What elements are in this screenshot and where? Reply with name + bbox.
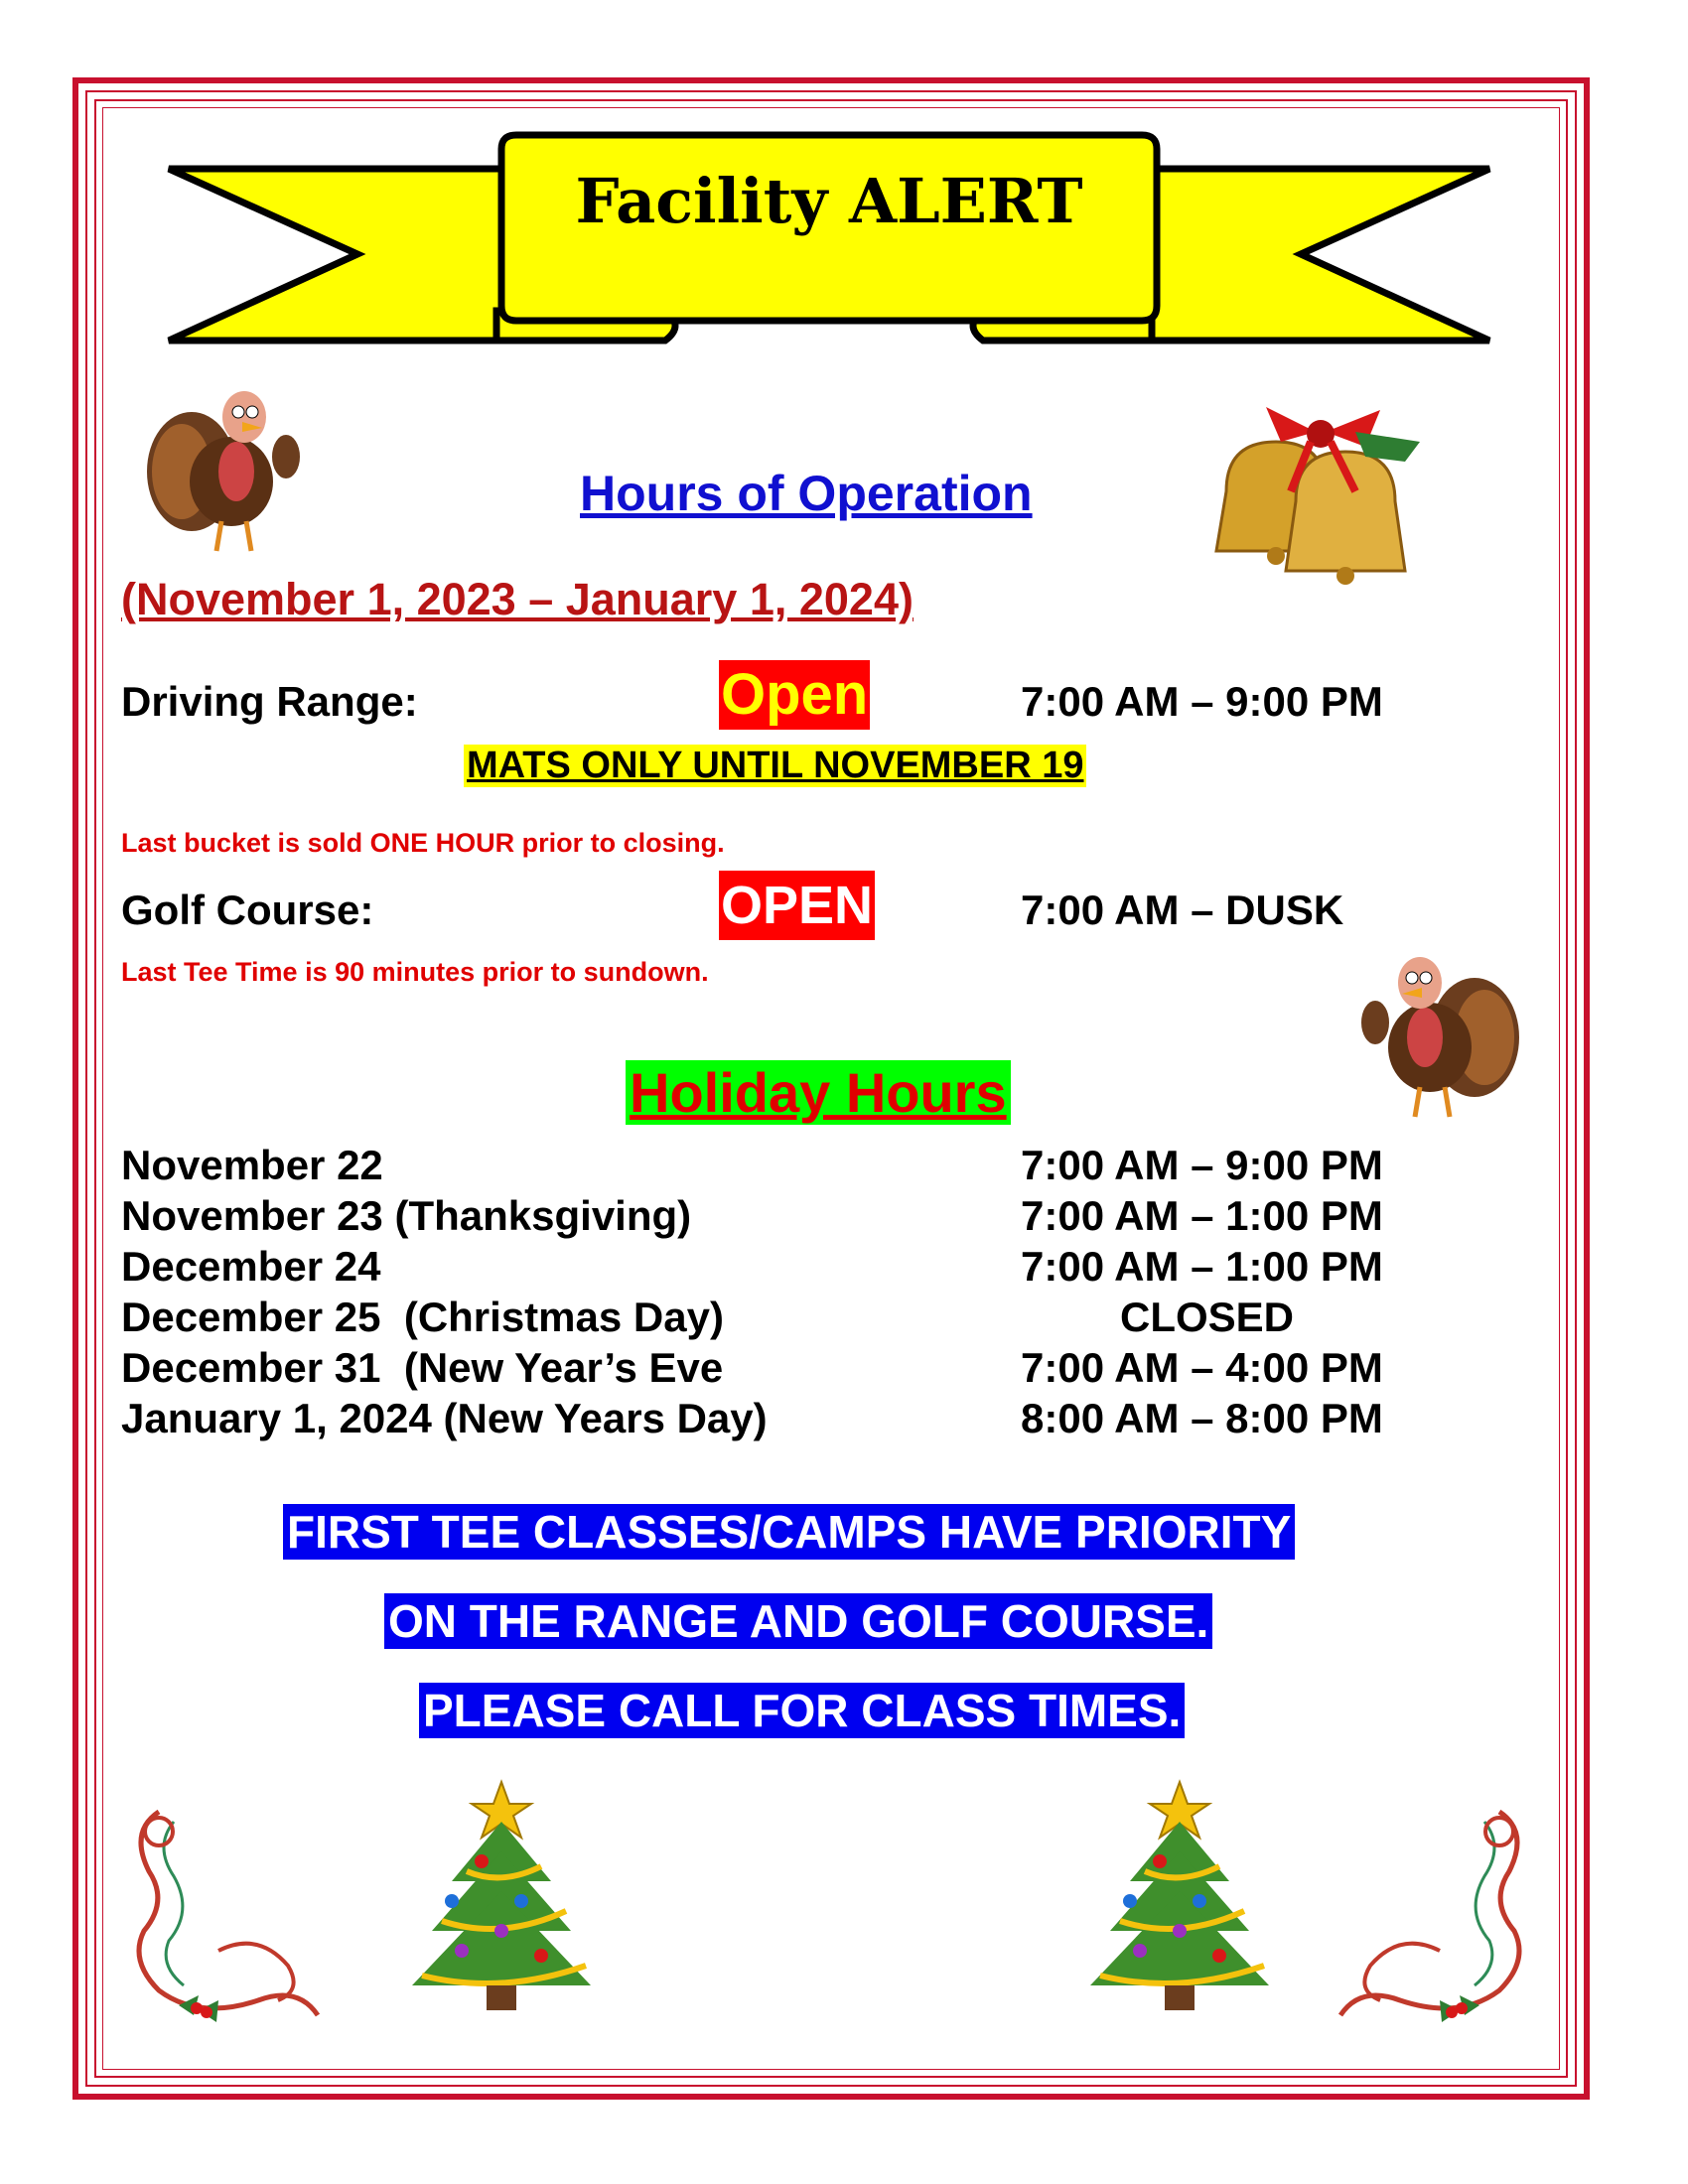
first-tee-notice-line1: FIRST TEE CLASSES/CAMPS HAVE PRIORITY	[283, 1504, 1295, 1560]
first-tee-notice-line3: PLEASE CALL FOR CLASS TIMES.	[419, 1683, 1185, 1738]
holiday-row	[121, 1192, 1432, 1243]
ornamental-swirl-icon	[1311, 1792, 1539, 2045]
holiday-row	[121, 1142, 1432, 1192]
tee-time-note: Last Tee Time is 90 minutes prior to sundown.	[121, 957, 709, 987]
holiday-hours-heading: Holiday Hours	[626, 1060, 1011, 1125]
alert-banner	[159, 127, 1499, 355]
holiday-date: November 22	[121, 1142, 383, 1188]
holiday-date: January 1, 2024 (New Years Day)	[121, 1395, 768, 1441]
ribbon-icon	[159, 127, 1499, 355]
holiday-time: CLOSED	[1120, 1294, 1295, 1340]
banner-title: Facility ALERT	[575, 165, 1083, 237]
ornamental-swirl-icon	[119, 1792, 348, 2045]
bucket-note: Last bucket is sold ONE HOUR prior to closing.	[121, 828, 725, 858]
holiday-time: 8:00 AM – 8:00 PM	[1021, 1395, 1383, 1441]
mats-notice: MATS ONLY UNTIL NOVEMBER 19	[464, 745, 1086, 787]
holiday-date: November 23 (Thanksgiving)	[121, 1192, 692, 1239]
driving-range-time: 7:00 AM – 9:00 PM	[1021, 678, 1383, 725]
first-tee-notice-line2: ON THE RANGE AND GOLF COURSE.	[384, 1593, 1212, 1649]
holiday-date: December 31 (New Year’s Eve	[121, 1344, 724, 1391]
christmas-tree-icon	[1070, 1772, 1289, 2045]
holiday-row	[121, 1243, 1432, 1294]
driving-range-label: Driving Range:	[121, 678, 418, 725]
holiday-row	[121, 1344, 1432, 1395]
golf-course-label: Golf Course:	[121, 887, 374, 933]
holiday-hours-list	[121, 1142, 1432, 1445]
holiday-time: 7:00 AM – 1:00 PM	[1021, 1243, 1383, 1290]
date-range: (November 1, 2023 – January 1, 2024)	[121, 574, 914, 624]
turkey-icon	[137, 362, 316, 566]
christmas-tree-icon	[392, 1772, 611, 2045]
holiday-date: December 25 (Christmas Day)	[121, 1294, 724, 1340]
golf-course-time: 7:00 AM – DUSK	[1021, 887, 1344, 933]
holiday-time: 7:00 AM – 9:00 PM	[1021, 1142, 1383, 1188]
holiday-row	[121, 1395, 1432, 1445]
holiday-time: 7:00 AM – 1:00 PM	[1021, 1192, 1383, 1239]
holiday-date: December 24	[121, 1243, 381, 1290]
bells-icon	[1206, 402, 1435, 615]
holiday-time: 7:00 AM – 4:00 PM	[1021, 1344, 1383, 1391]
holiday-row	[121, 1294, 1432, 1344]
turkey-icon	[1340, 928, 1529, 1132]
driving-range-status-badge: Open	[719, 660, 870, 730]
hours-heading: Hours of Operation	[580, 466, 1033, 521]
golf-course-status-badge: OPEN	[719, 871, 875, 940]
